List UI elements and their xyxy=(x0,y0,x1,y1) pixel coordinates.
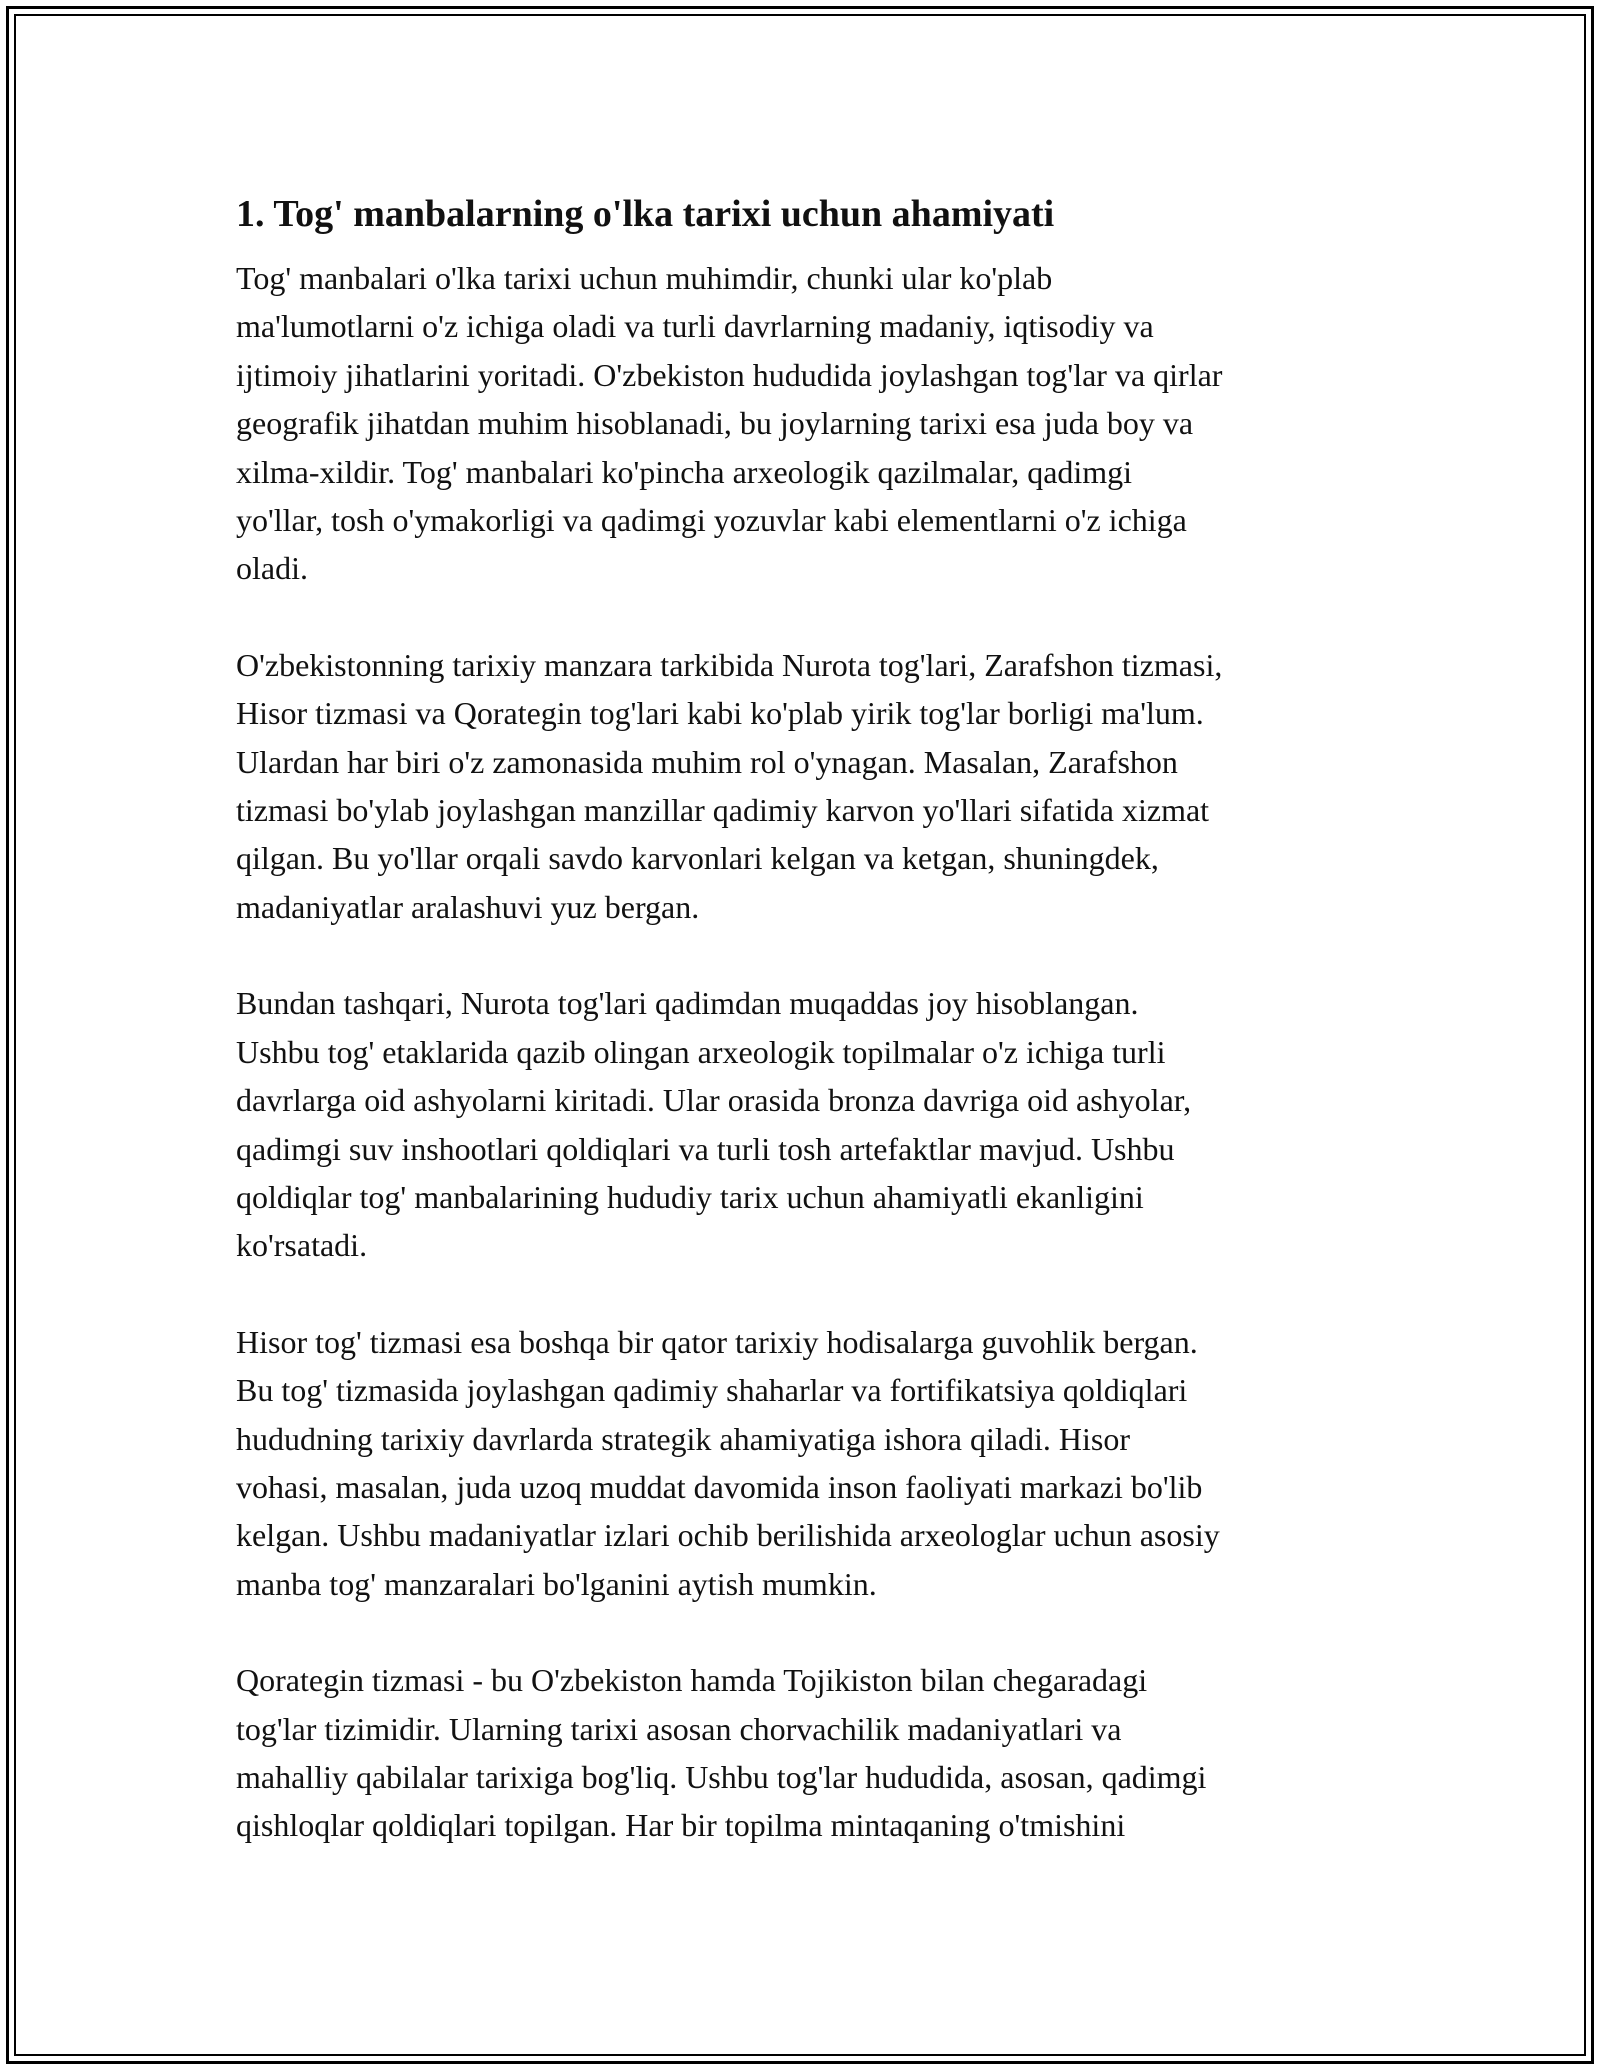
paragraph-hisor: Hisor tog' tizmasi esa boshqa bir qator tarixiy hodisalarga guvohlik bergan. Bu tog' tizmasida joylashgan qadimiy shaharlar va fortifikatsiya qoldiqlari hududning tarixiy davrlarda strategik ahamiyatiga ishora qiladi. Hisor vohasi, masalan, juda uzoq muddat davomida inson faoliyati markazi bo'lib kelgan. Ushbu madaniyatlar izlari ochib berilishida arxeologlar uchun asosiy manba tog' manzaralari bo'lganini aytish mumkin. xyxy=(236,1323,1220,1602)
document-body xyxy=(236,186,1376,1850)
paragraph-mountain-ranges: O'zbekistonning tarixiy manzara tarkibida Nurota tog'lari, Zarafshon tizmasi, Hisor tizmasi va Qorategin tog'lari kabi ko'plab yirik tog'lar borligi ma'lum. Ulardan har biri o'z zamonasida muhim rol o'ynagan. Masalan, Zarafshon tizmasi bo'ylab joylashgan manzillar qadimiy karvon yo'llari sifatida xizmat qilgan. Bu yo'llar orqali savdo karvonlari kelgan va ketgan, shuningdek, madaniyatlar aralashuvi yuz bergan. xyxy=(236,646,1223,925)
section-heading: 1. Tog' manbalarning o'lka tarixi uchun ahamiyati xyxy=(236,193,1055,235)
paragraph-qorategin: Qorategin tizmasi - bu O'zbekiston hamda Tojikiston bilan chegaradagi tog'lar tizimidir. Ularning tarixi asosan chorvachilik madaniyatlari va mahalliy qabilalar tarixiga bog'liq. Ushbu tog'lar hududida, asosan, qadimgi qishloqlar qoldiqlari topilgan. Har bir topilma mintaqaning o'tmishini xyxy=(236,1662,1207,1844)
paragraph-intro: Tog' manbalari o'lka tarixi uchun muhimdir, chunki ular ko'plab ma'lumotlarni o'z ichiga oladi va turli davrlarning madaniy, iqtisodiy va ijtimoiy jihatlarini yoritadi. O'zbekiston hududida joylashgan tog'lar va qirlar geografik jihatdan muhim hisoblanadi, bu joylarning tarixi esa juda boy va xilma-xildir. Tog' manbalari ko'pincha arxeologik qazilmalar, qadimgi yo'llar, tosh o'ymakorligi va qadimgi yozuvlar kabi elementlarni o'z ichiga oladi. xyxy=(236,260,1223,587)
paragraph-nurota: Bundan tashqari, Nurota tog'lari qadimdan muqaddas joy hisoblangan. Ushbu tog' etaklarida qazib olingan arxeologik topilmalar o'z ichiga turli davrlarga oid ashyolarni kiritadi. Ular orasida bronza davriga oid ashyolar, qadimgi suv inshootlari qoldiqlari va turli tosh artefaktlar mavjud. Ushbu qoldiqlar tog' manbalarining hududiy tarix uchun ahamiyatli ekanligini ko'rsatadi. xyxy=(236,985,1192,1264)
